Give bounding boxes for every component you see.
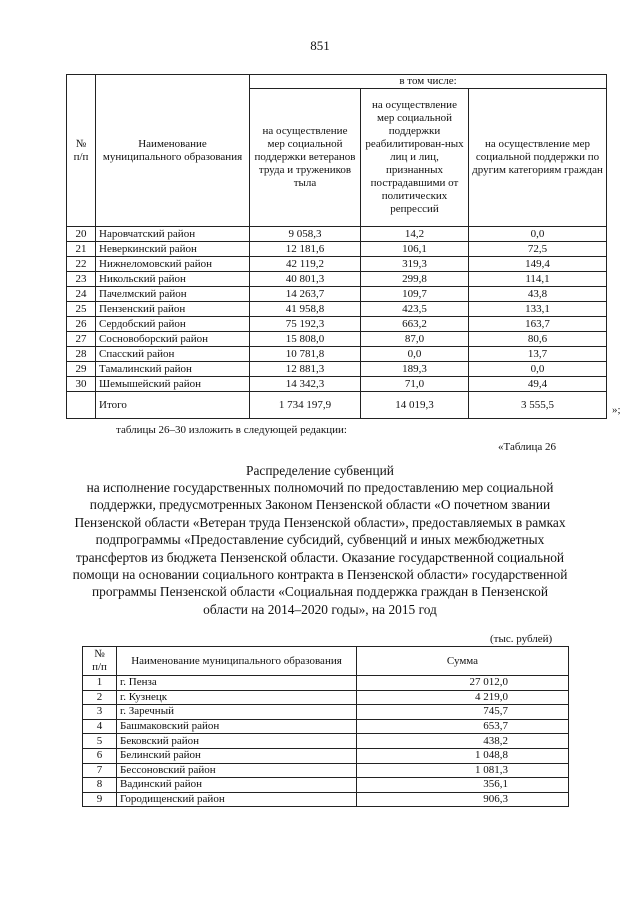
row-name: Вадинский район xyxy=(117,778,357,793)
row-number: 3 xyxy=(83,705,117,720)
row-veterans-amount: 14 342,3 xyxy=(250,377,361,392)
row-veterans-amount: 41 958,8 xyxy=(250,302,361,317)
total-other: 3 555,5 xyxy=(469,392,607,419)
header-name: Наименование муниципального образования xyxy=(96,75,250,227)
row-sum: 438,2 xyxy=(357,734,569,749)
row-name: Никольский район xyxy=(96,272,250,287)
row-name: Сердобский район xyxy=(96,317,250,332)
row-name: Бековский район xyxy=(117,734,357,749)
subvention-distribution-table xyxy=(82,646,569,807)
row-sum: 4 219,0 xyxy=(357,690,569,705)
total-label: Итого xyxy=(96,392,250,419)
table-row xyxy=(83,676,569,691)
row-name: Неверкинский район xyxy=(96,242,250,257)
row-name: Пачелмский район xyxy=(96,287,250,302)
table-row xyxy=(67,227,607,242)
row-other-amount: 133,1 xyxy=(469,302,607,317)
table-row xyxy=(83,792,569,807)
row-sum: 27 012,0 xyxy=(357,676,569,691)
table-row xyxy=(67,257,607,272)
row-veterans-amount: 10 781,8 xyxy=(250,347,361,362)
row-name: Башмаковский район xyxy=(117,719,357,734)
table-row xyxy=(67,242,607,257)
total-rehabilitated: 14 019,3 xyxy=(361,392,469,419)
row-number: 24 xyxy=(67,287,96,302)
table-row xyxy=(67,317,607,332)
row-other-amount: 13,7 xyxy=(469,347,607,362)
row-name: Наровчатский район xyxy=(96,227,250,242)
table-row xyxy=(67,272,607,287)
row-rehabilitated-amount: 71,0 xyxy=(361,377,469,392)
row-other-amount: 0,0 xyxy=(469,227,607,242)
table-row xyxy=(67,332,607,347)
row-number: 9 xyxy=(83,792,117,807)
row-other-amount: 80,6 xyxy=(469,332,607,347)
table-label: «Таблица 26 xyxy=(498,441,557,453)
table-row xyxy=(67,287,607,302)
header-veterans: на осуществление мер социальной поддержки ветеранов труда и тружеников тыла xyxy=(250,89,361,227)
row-number: 4 xyxy=(83,719,117,734)
table-row xyxy=(67,347,607,362)
row-rehabilitated-amount: 663,2 xyxy=(361,317,469,332)
document-title-body: на исполнение государственных полномочий по предоставлению мер социальной поддержки, предусмотренных Законом Пензенской области «О почетном звании Пензенской области «Ветеран труда Пензенской области», предоставляемых в рамках подпрограммы «Предоставление субсидий, субвенций и иных межбюджетных трансфертов из бюджета Пензенской области. Оказание государственной социальной помощи на основании социального контракта в Пензенской области» государственной программы Пензенской области «Социальная поддержка граждан в Пензенской области на 2014–2020 годы», на 2015 год xyxy=(72,480,568,617)
header-group: в том числе: xyxy=(250,75,607,89)
row-number: 25 xyxy=(67,302,96,317)
row-number: 2 xyxy=(83,690,117,705)
row-sum: 653,7 xyxy=(357,719,569,734)
row-name: Городищенский район xyxy=(117,792,357,807)
row-number: 7 xyxy=(83,763,117,778)
total-num-blank xyxy=(67,392,96,419)
row-veterans-amount: 12 181,6 xyxy=(250,242,361,257)
row-rehabilitated-amount: 0,0 xyxy=(361,347,469,362)
row-other-amount: 43,8 xyxy=(469,287,607,302)
total-veterans: 1 734 197,9 xyxy=(250,392,361,419)
table-row xyxy=(83,778,569,793)
row-rehabilitated-amount: 87,0 xyxy=(361,332,469,347)
table-row xyxy=(83,748,569,763)
row-number: 22 xyxy=(67,257,96,272)
row-rehabilitated-amount: 319,3 xyxy=(361,257,469,272)
row-other-amount: 49,4 xyxy=(469,377,607,392)
total-row xyxy=(67,392,607,419)
row-name: г. Пенза xyxy=(117,676,357,691)
row-name: г. Кузнецк xyxy=(117,690,357,705)
row-number: 5 xyxy=(83,734,117,749)
row-sum: 745,7 xyxy=(357,705,569,720)
row-rehabilitated-amount: 106,1 xyxy=(361,242,469,257)
row-number: 20 xyxy=(67,227,96,242)
row-name: Белинский район xyxy=(117,748,357,763)
row-name: Спасский район xyxy=(96,347,250,362)
header-rehabilitated: на осуществление мер социальной поддержки реабилитирован-ных лиц и лиц, признанных пострадавшими от политических репрессий xyxy=(361,89,469,227)
table-end-mark: »; xyxy=(612,404,621,416)
row-other-amount: 72,5 xyxy=(469,242,607,257)
table-row xyxy=(67,362,607,377)
units-note: (тыс. рублей) xyxy=(490,633,553,645)
row-other-amount: 114,1 xyxy=(469,272,607,287)
header-other: на осуществление мер социальной поддержки по другим категориям граждан xyxy=(469,89,607,227)
row-rehabilitated-amount: 299,8 xyxy=(361,272,469,287)
table-row xyxy=(83,734,569,749)
row-name: Нижнеломовский район xyxy=(96,257,250,272)
row-number: 21 xyxy=(67,242,96,257)
row-sum: 1 048,8 xyxy=(357,748,569,763)
row-sum: 1 081,3 xyxy=(357,763,569,778)
instruction-text: таблицы 26–30 изложить в следующей редакции: xyxy=(116,424,347,436)
table-row xyxy=(83,690,569,705)
header-num: № п/п xyxy=(83,647,117,676)
table-row xyxy=(67,377,607,392)
row-veterans-amount: 9 058,3 xyxy=(250,227,361,242)
row-name: Пензенский район xyxy=(96,302,250,317)
page-number: 851 xyxy=(310,38,330,53)
row-veterans-amount: 40 801,3 xyxy=(250,272,361,287)
row-number: 27 xyxy=(67,332,96,347)
row-name: Бессоновский район xyxy=(117,763,357,778)
row-other-amount: 149,4 xyxy=(469,257,607,272)
row-name: г. Заречный xyxy=(117,705,357,720)
row-veterans-amount: 12 881,3 xyxy=(250,362,361,377)
row-rehabilitated-amount: 14,2 xyxy=(361,227,469,242)
row-name: Сосновоборский район xyxy=(96,332,250,347)
row-other-amount: 163,7 xyxy=(469,317,607,332)
row-name: Тамалинский район xyxy=(96,362,250,377)
row-sum: 906,3 xyxy=(357,792,569,807)
row-name: Шемышейский район xyxy=(96,377,250,392)
document-title-heading: Распределение субвенций xyxy=(246,463,394,478)
row-veterans-amount: 75 192,3 xyxy=(250,317,361,332)
subvention-table-continued xyxy=(66,74,607,419)
row-number: 1 xyxy=(83,676,117,691)
table-row xyxy=(83,719,569,734)
row-number: 26 xyxy=(67,317,96,332)
row-other-amount: 0,0 xyxy=(469,362,607,377)
row-rehabilitated-amount: 189,3 xyxy=(361,362,469,377)
table-row xyxy=(83,763,569,778)
row-sum: 356,1 xyxy=(357,778,569,793)
row-number: 8 xyxy=(83,778,117,793)
header-num: № п/п xyxy=(67,75,96,227)
header-name: Наименование муниципального образования xyxy=(117,647,357,676)
row-veterans-amount: 15 808,0 xyxy=(250,332,361,347)
row-number: 30 xyxy=(67,377,96,392)
row-rehabilitated-amount: 109,7 xyxy=(361,287,469,302)
row-number: 6 xyxy=(83,748,117,763)
row-number: 29 xyxy=(67,362,96,377)
header-sum: Сумма xyxy=(357,647,569,676)
row-number: 23 xyxy=(67,272,96,287)
row-rehabilitated-amount: 423,5 xyxy=(361,302,469,317)
table-row xyxy=(67,302,607,317)
row-number: 28 xyxy=(67,347,96,362)
table-row xyxy=(83,705,569,720)
row-veterans-amount: 14 263,7 xyxy=(250,287,361,302)
row-veterans-amount: 42 119,2 xyxy=(250,257,361,272)
